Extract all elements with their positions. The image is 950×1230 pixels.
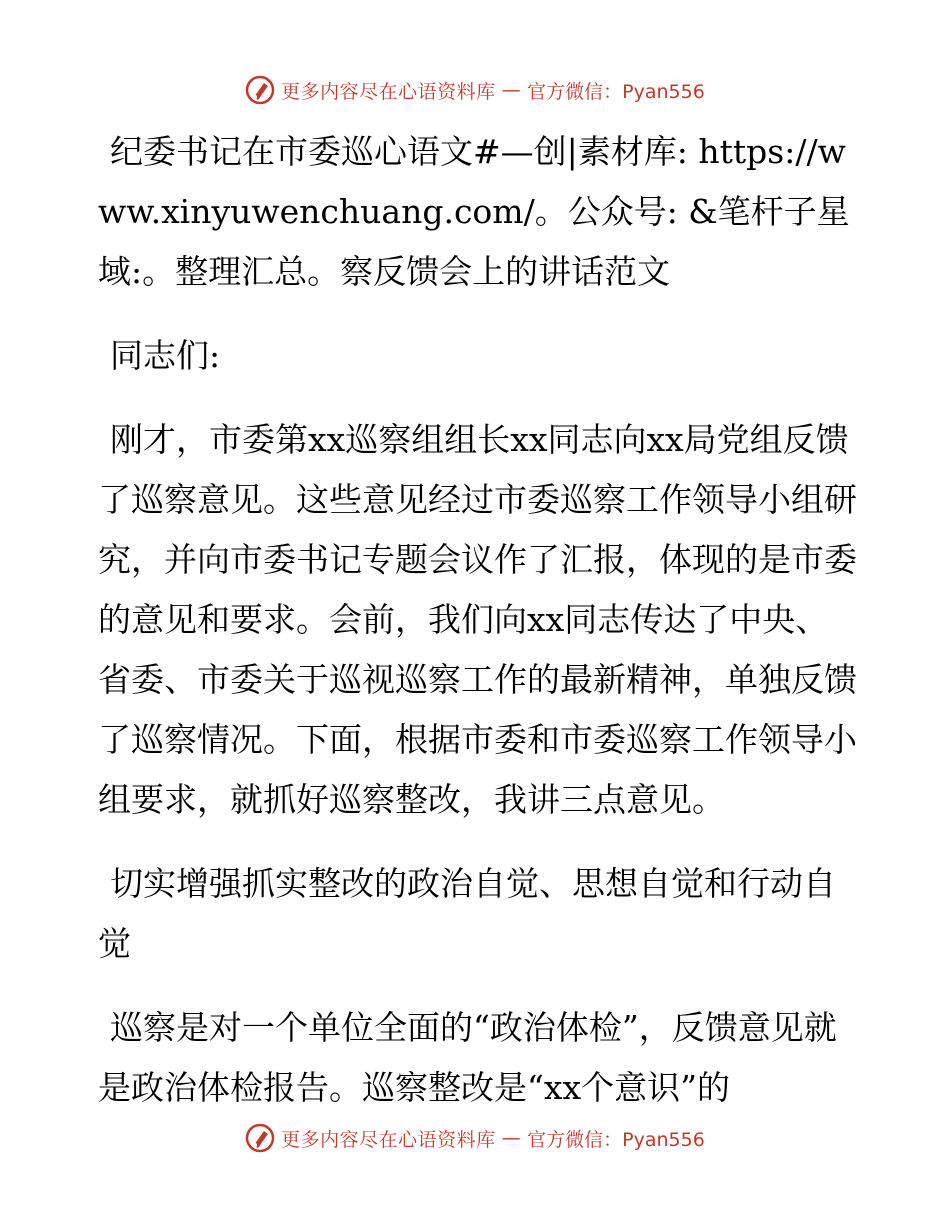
header-watermark — [0, 70, 950, 110]
document-title — [98, 122, 858, 302]
watermark-text: 更多内容尽在心语资料库 — [281, 80, 496, 103]
salutation-text: 同志们: — [110, 336, 221, 375]
pen-nib-icon — [245, 1123, 275, 1153]
paragraph-text: 刚才，市委第xx巡察组组长xx同志向xx局党组反馈了巡察意见。这些意见经过市委巡察工作领导小组研究，并向市委书记专题会议作了汇报，体现的是市委的意见和要求。会前，我们向xx同志传达了中央、省委、市委关于巡视巡察工作的最新精神，单独反馈了巡察情况。下面，根据市委和市委巡察工作领导小组要求，就抓好巡察整改，我讲三点意见。 — [98, 420, 857, 819]
paragraph-text: 巡察是对一个单位全面的“政治体检”，反馈意见就是政治体检报告。巡察整改是“xx个意识”的 — [98, 1008, 837, 1107]
section-heading — [98, 854, 858, 974]
pen-nib-icon — [245, 75, 275, 105]
document-body — [98, 122, 858, 1142]
document-title-text: 纪委书记在市委巡心语文#—创|素材库: https://www.xinyuwenchuang.com/。公众号: &笔杆子星域:。整理汇总。察反馈会上的讲话范文 — [98, 132, 850, 291]
footer-watermark — [0, 1118, 950, 1158]
watermark-wechat: 官方微信：Pyan556 — [527, 1128, 705, 1151]
watermark-separator: — — [501, 79, 522, 101]
paragraph — [98, 998, 858, 1118]
watermark-separator: — — [501, 1127, 522, 1149]
paragraph — [98, 410, 858, 830]
watermark-wechat: 官方微信：Pyan556 — [527, 80, 705, 103]
section-heading-text: 切实增强抓实整改的政治自觉、思想自觉和行动自觉 — [98, 864, 836, 963]
watermark-group — [245, 75, 705, 105]
watermark-group — [245, 1123, 705, 1153]
watermark-text: 更多内容尽在心语资料库 — [281, 1128, 496, 1151]
salutation — [98, 326, 858, 386]
